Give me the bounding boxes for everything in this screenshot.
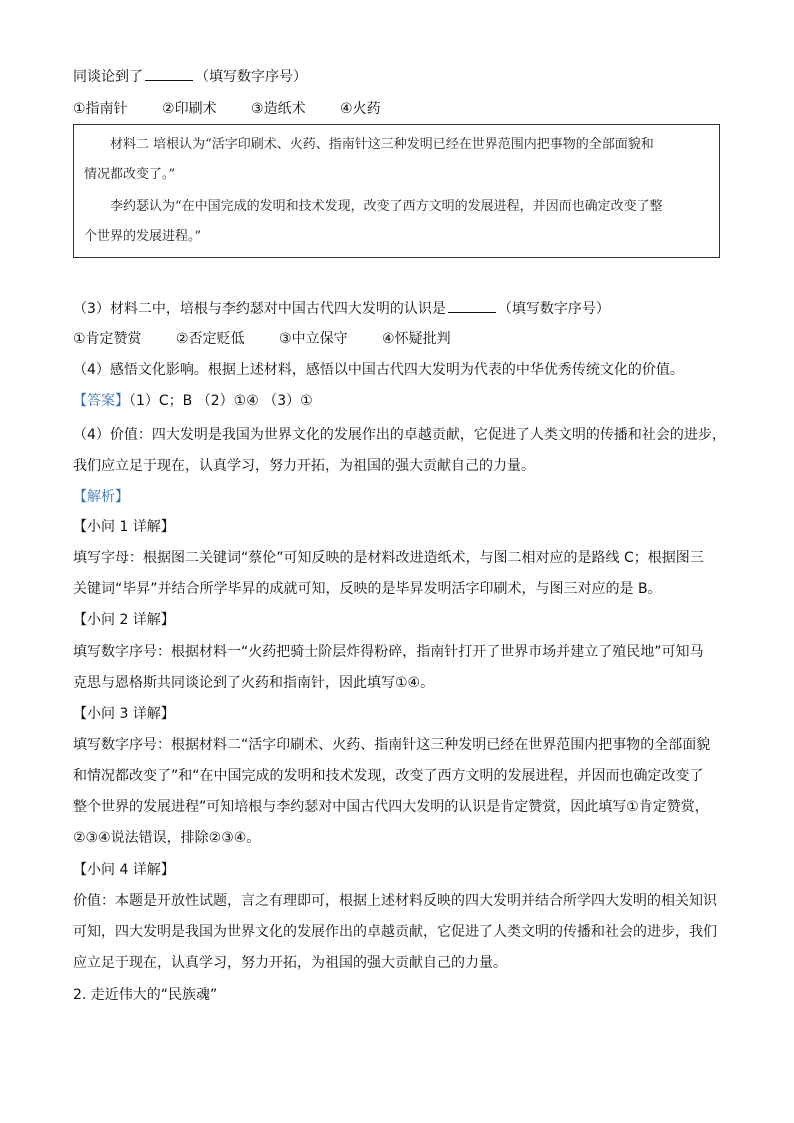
option: ④怀疑批判 <box>382 331 451 347</box>
sub4-line: 应立足于现在，认真学习，努力开拓，为祖国的强大贡献自己的力量。 <box>73 955 507 971</box>
sub2-heading: 【小问 2 详解】 <box>73 612 175 628</box>
question-3 <box>73 298 610 319</box>
answer-line <box>73 391 313 411</box>
option: ①肯定赞赏 <box>73 331 142 347</box>
answer-line-3: 我们应立足于现在，认真学习，努力开拓，为祖国的强大贡献自己的力量。 <box>73 458 535 474</box>
sub3-line: ②③④说法错误，排除②③④。 <box>73 830 261 846</box>
sub3-line: 整个世界的发展进程”可知培根与李约瑟对中国古代四大发明的认识是肯定赞赏，因此填写①肯定赞赏， <box>73 799 709 815</box>
option: ②否定贬低 <box>176 331 245 347</box>
q3-hint: （填写数字序号） <box>497 301 610 317</box>
sub4-heading: 【小问 4 详解】 <box>73 862 175 878</box>
option: ①指南针 <box>73 101 128 117</box>
q3-options <box>73 329 451 349</box>
q2-tail-text: 同谈论到了 <box>73 69 143 85</box>
q2-tail-line <box>73 66 307 87</box>
material-two-box <box>73 124 720 258</box>
sub3-heading: 【小问 3 详解】 <box>73 706 175 722</box>
option: ④火药 <box>340 101 381 117</box>
option: ③中立保守 <box>279 331 348 347</box>
q2-options <box>73 99 381 119</box>
sub4-line: 可知，四大发明是我国为世界文化的发展作出的卓越贡献，它促进了人类文明的传播和社会的进步，我们 <box>73 924 717 940</box>
sub1-line: 关键词“毕昇”并结合所学毕昇的成就可知，反映的是毕昇发明活字印刷术，与图三对应的是 B。 <box>73 581 662 597</box>
option: ②印刷术 <box>162 101 217 117</box>
next-question-title: 2. 走近伟大的“民族魂” <box>73 987 218 1003</box>
sub4-line: 价值：本题是开放性试题，言之有理即可，根据上述材料反映的四大发明并结合所学四大发明的相关知识 <box>73 893 717 909</box>
answer-blank <box>448 298 496 313</box>
material-line: 材料二 培根认为“活字印刷术、火药、指南针这三种发明已经在世界范围内把事物的全部面貌和 <box>110 137 654 152</box>
sub2-line: 填写数字序号：根据材料一“火药把骑士阶层炸得粉碎，指南针打开了世界市场并建立了殖民地”可知马 <box>73 644 704 660</box>
question-4: （4）感悟文化影响。根据上述材料，感悟以中国古代四大发明为代表的中华优秀传统文化的价值。 <box>73 362 684 378</box>
sub2-line: 克思与恩格斯共同谈论到了火药和指南针，因此填写①④。 <box>73 675 435 691</box>
option: ③造纸术 <box>251 101 306 117</box>
sub3-line: 和情况都改变了”和“在中国完成的发明和技术发现，改变了西方文明的发展进程，并因而也确定改变了 <box>73 768 704 784</box>
material-line: 李约瑟认为“在中国完成的发明和技术发现，改变了西方文明的发展进程，并因而也确定改变了整 <box>110 199 663 214</box>
analysis-label: 【解析】 <box>73 489 129 505</box>
material-line: 情况都改变了。” <box>84 167 176 182</box>
sub1-heading: 【小问 1 详解】 <box>73 519 175 535</box>
q2-tail-hint: （填写数字序号） <box>195 69 307 85</box>
answer-blank <box>145 66 193 81</box>
answer-body: （1）C；B （2）①④ （3）① <box>129 393 313 409</box>
sub3-line: 填写数字序号：根据材料二“活字印刷术、火药、指南针这三种发明已经在世界范围内把事物的全部面貌 <box>73 737 711 753</box>
answer-line-2: （4）价值：四大发明是我国为世界文化的发展作出的卓越贡献，它促进了人类文明的传播和社会的进步， <box>73 427 726 443</box>
material-line: 个世界的发展进程。” <box>84 229 202 244</box>
sub1-line: 填写字母：根据图二关键词“蔡伦”可知反映的是材料改进造纸术，与图二相对应的是路线 C；根据图三 <box>73 550 704 566</box>
answer-label: 【答案】 <box>73 393 129 409</box>
q3-text: （3）材料二中，培根与李约瑟对中国古代四大发明的认识是 <box>73 301 446 317</box>
